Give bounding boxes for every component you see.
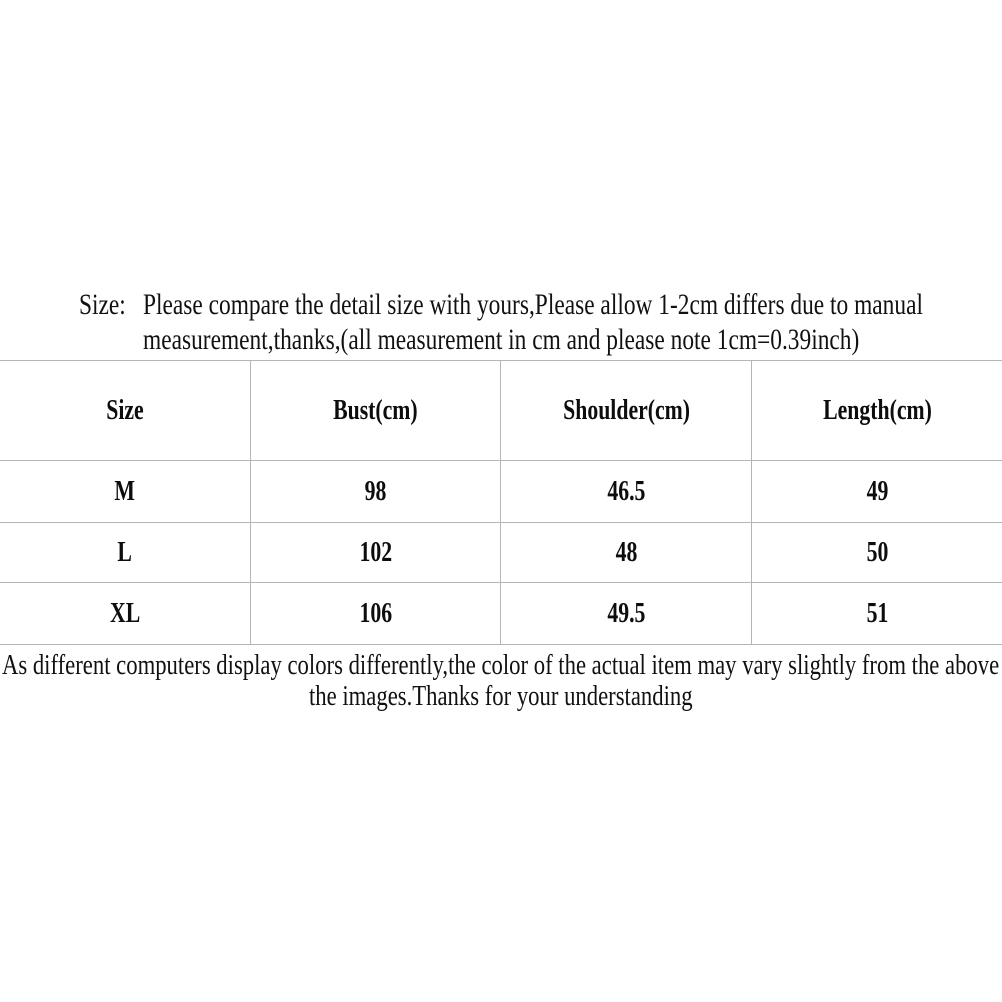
bust-cell: 106 — [250, 583, 501, 645]
size-row-l — [0, 523, 1002, 583]
shoulder-cell: 49.5 — [501, 583, 752, 645]
length-cell: 49 — [752, 461, 1002, 523]
shoulder-cell: 46.5 — [501, 461, 752, 523]
size-note-line-1 — [0, 287, 1002, 322]
bust-cell: 98 — [250, 461, 501, 523]
color-disclaimer-line-1 — [0, 650, 1002, 681]
column-header-shoulder: Shoulder(cm) — [501, 361, 752, 461]
size-cell: M — [0, 461, 250, 523]
header-row — [0, 361, 1002, 461]
length-cell: 51 — [752, 583, 1002, 645]
length-cell: 50 — [752, 523, 1002, 583]
bust-cell: 102 — [250, 523, 501, 583]
size-note — [0, 287, 1002, 357]
color-disclaimer-text-1: As different computers display colors differently,the color of the actual item may vary slightly from the above — [2, 650, 1000, 681]
size-row-m — [0, 461, 1002, 523]
size-chart-table — [0, 360, 1002, 645]
size-note-text-1: Please compare the detail size with yours,Please allow 1-2cm differs due to manual — [142, 288, 923, 321]
size-note-label: Size: — [79, 288, 126, 321]
color-disclaimer-line-2 — [0, 681, 1002, 712]
column-header-length: Length(cm) — [752, 361, 1002, 461]
color-disclaimer-text-2: the images.Thanks for your understanding — [309, 681, 693, 712]
size-cell: XL — [0, 583, 250, 645]
column-header-bust: Bust(cm) — [250, 361, 501, 461]
shoulder-cell: 48 — [501, 523, 752, 583]
size-note-text-2: measurement,thanks,(all measurement in cm and please note 1cm=0.39inch) — [142, 323, 860, 356]
size-cell: L — [0, 523, 250, 583]
size-note-line-2 — [0, 322, 1002, 357]
column-header-size: Size — [0, 361, 250, 461]
color-disclaimer — [0, 650, 1002, 712]
size-row-xl — [0, 583, 1002, 645]
